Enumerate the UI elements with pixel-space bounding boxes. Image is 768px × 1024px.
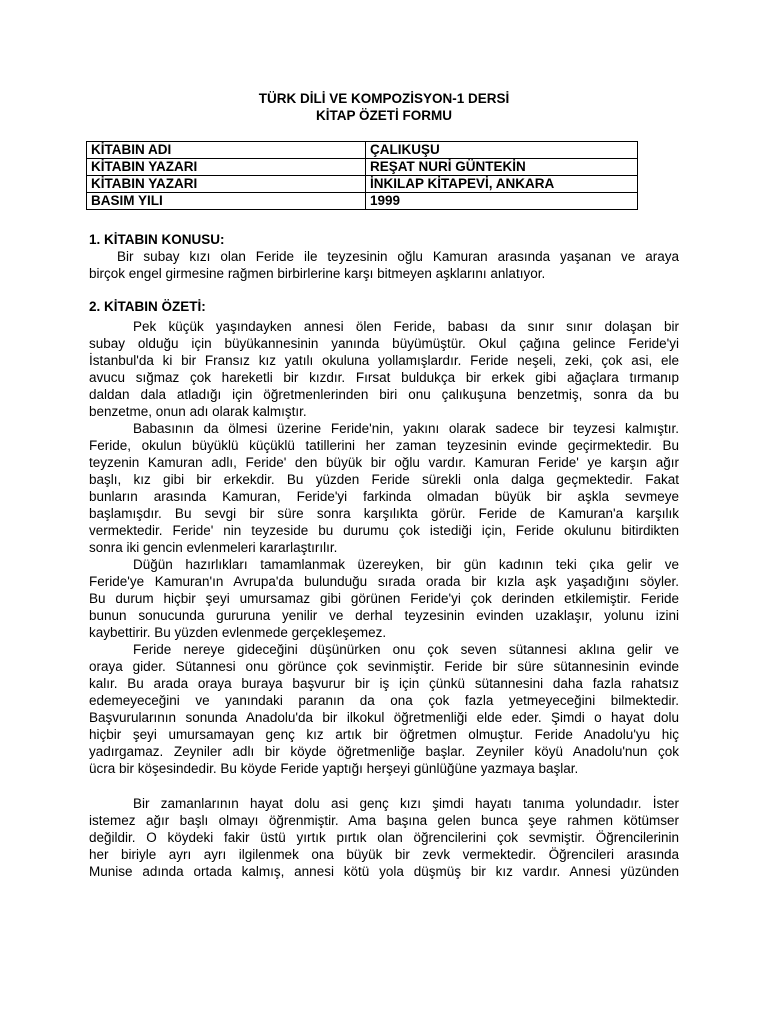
text-line: edemeyeceğini ve yanındaki paranın da ona çok fazla yetmeyeceğini bilmektedir.	[89, 693, 679, 708]
text-line: Feride, okulun büyüklü küçüklü tatillerini her zaman teyzesinin evinde geçirmektedir. Bu	[89, 438, 679, 453]
text-line: istemez ağır başlı olmayı öğrenmiştir. Ama başına gelen bunca şeye rahmen kötümser	[89, 813, 679, 828]
book-year-value: 1999	[366, 193, 638, 210]
subject-paragraph	[89, 248, 679, 282]
text-line: bunların arasında Kamuran, Feride'yi farkinda olmadan büyük bir aşkla sevmeye	[89, 489, 679, 504]
text-line: bunun sonucunda gururuna yenilir ve derhal teyzesinin evinden uzaklaşır, yolunu izini	[89, 608, 679, 623]
text-line: Babasının da ölmesi üzerine Feride'nin, yakını olarak sadece bir teyzesi kalmıştır.	[133, 421, 679, 436]
text-line: Başvurularının sonunda Anadolu'da bir ilkokul öğretmenliği elde eder. Şimdi o hayat dolu	[89, 710, 679, 725]
text-line: vermektedir. Feride' nin teyzeside bu durumu çok istediği için, Feride okulunu bitirdikten	[89, 523, 679, 538]
text-line: Bir zamanlarının hayat dolu asi genç kızı şimdi hayatı tanıma yolundadır. İster	[133, 796, 679, 811]
summary-paragraph-4	[89, 641, 679, 777]
book-publisher-label: KİTABIN YAZARI	[87, 176, 366, 193]
text-line: Bu durum hiçbir şeyi umursamaz gibi görünen Feride'yi çok derinden etkilemiştir. Feride	[89, 591, 679, 606]
section-title-subject: 1. KİTABIN KONUSU:	[89, 232, 225, 247]
text-line: daldan dala atladığı için öğretmenlerinden biri onu çalıkuşuna benzetmiş, sonra da bu	[89, 387, 679, 402]
text-line: Pek küçük yaşındayken annesi ölen Feride, babası da sınır sınır dolaşan bir	[133, 319, 679, 334]
table-row	[87, 193, 638, 210]
table-row	[87, 142, 638, 159]
book-publisher-value: İNKILAP KİTAPEVİ, ANKARA	[366, 176, 638, 193]
text-line: Feride nereye gideceğini düşünürken onu çok seven sütannesi aklına gelir ve	[133, 642, 679, 657]
summary-paragraph-2	[89, 420, 679, 556]
text-line: Feride'ye Kamuran'ın Avrupa'da bulunduğu sırada orada bir kızla aşk yaşadığını söyler.	[89, 574, 679, 589]
book-info-table	[86, 141, 638, 210]
text-line: başlı, kız gibi bir erkekdir. Bu yüzden Feride sürekli onla dalga geçmektedir. Fakat	[89, 472, 679, 487]
text-line: sonra iki gencin evlenmeleri kararlaştırılır.	[89, 540, 338, 555]
text-line: Bir subay kızı olan Feride ile teyzesinin oğlu Kamuran arasında yaşanan ve araya	[117, 249, 679, 264]
book-author-value: REŞAT NURİ GÜNTEKİN	[366, 159, 638, 176]
text-line: kaybettirir. Bu yüzden evlenmede gerçekleşemez.	[89, 625, 387, 640]
text-line: subay olduğu için büyükannesinin yanında büyümüştür. Okul çağına gelince Feride'yi	[89, 336, 679, 351]
book-author-label: KİTABIN YAZARI	[87, 159, 366, 176]
summary-paragraph-5	[89, 795, 679, 880]
text-line: yadırgamaz. Zeyniler adlı bir köyde öğretmenliğe başlar. Zeyniler köyü Anadolu'nun çok	[89, 744, 679, 759]
text-line: değildir. O köydeki fakir üstü yırtık pırtık olan öğrencilerini çok sevmiştir. Öğrencilerinin	[89, 830, 679, 845]
text-line: kalır. Bu arada oraya buraya başvurur bir iş için çünkü sütannesini daha fazla rahatsız	[89, 676, 679, 691]
text-line: ücra bir köşesindedir. Bu köyde Feride yaptığı herşeyi günlüğüne yazmaya başlar.	[89, 761, 579, 776]
book-title-value: ÇALIKUŞU	[366, 142, 638, 159]
text-line: benzetme, onun adı olarak kalmıştır.	[89, 404, 307, 419]
table-row	[87, 176, 638, 193]
text-line: hiçbir şeyi umursamayan genç kız artık bir öğretmen olmuştur. Feride Anadolu'yu hiç	[89, 727, 679, 742]
document-title-line2: KİTAP ÖZETİ FORMU	[316, 108, 452, 123]
book-year-label: BASIM YILI	[87, 193, 366, 210]
table-row	[87, 159, 638, 176]
text-line: Düğün hazırlıkları tamamlanmak üzereyken, bir gün kadının teki çıka gelir ve	[133, 557, 679, 572]
section-title-summary: 2. KİTABIN ÖZETİ:	[89, 299, 206, 314]
summary-paragraph-1	[89, 318, 679, 420]
document-title-line1: TÜRK DİLİ VE KOMPOZİSYON-1 DERSİ	[258, 91, 510, 106]
text-line: başlamışdır. Bu sevgi bir süre sonra karşılıkta görür. Feride de Kamuran'a karşılık	[89, 506, 679, 521]
text-line: teyzenin Kamuran adlı, Feride' den büyük bir oğlu vardır. Kamuran Feride' ye karşın ağır	[89, 455, 679, 470]
summary-paragraph-3	[89, 556, 679, 641]
text-line: Munise adında ortada kalmış, annesi kötü yola düşmüş bir kız vardır. Annesi yüzünden	[89, 864, 679, 879]
book-title-label: KİTABIN ADI	[87, 142, 366, 159]
text-line: birçok engel girmesine rağmen birbirlerine karşı bitmeyen aşklarını anlatıyor.	[89, 266, 546, 281]
text-line: İstanbul'da ki bir Fransız kız yatılı okuluna yollamışlardır. Feride neşeli, zeki, çok asi, ele	[89, 353, 679, 368]
text-line: her biriyle ayrı ayrı ilgilenmek ona büyük bir zevk vermektedir. Öğrencileri arasında	[89, 847, 679, 862]
text-line: avucu sığmaz çok hareketli bir kızdır. Fırsat buldukça bir erkek gibi ağaçlara tırmanıp	[89, 370, 679, 385]
text-line: oraya gider. Sütannesi onu görünce çok sevinmiştir. Feride bir süre sütannesinin evinde	[89, 659, 679, 674]
